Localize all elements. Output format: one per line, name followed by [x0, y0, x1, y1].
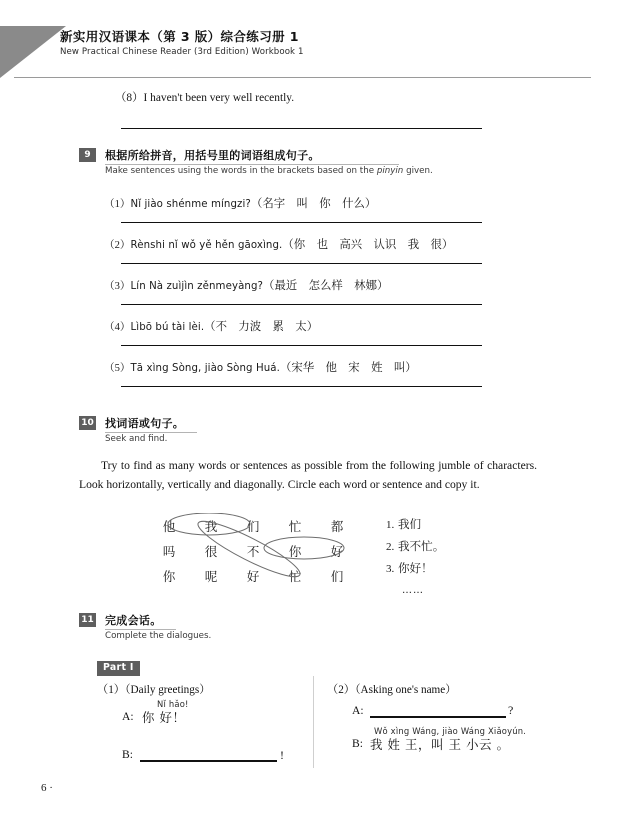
answer-text: 我们 — [397, 517, 422, 531]
grid-cell[interactable]: 不 — [246, 544, 260, 559]
part-label-badge: Part I — [97, 661, 140, 676]
dialogue-1-line-b-speaker: B: — [122, 748, 133, 761]
character-grid[interactable] — [148, 513, 363, 588]
answer-line[interactable] — [121, 222, 482, 223]
answer-line[interactable] — [121, 263, 482, 264]
exercise-11-title-underline — [105, 629, 176, 630]
exercise-10-title-chinese: 找词语或句子。 — [105, 417, 185, 430]
carryover-item — [115, 89, 294, 105]
exercise-9-title-underline — [105, 164, 399, 165]
grid-cell[interactable]: 你 — [288, 544, 302, 559]
corner-triangle-decoration — [0, 26, 66, 78]
dialogue-1-line-a-speaker: A: — [122, 710, 134, 723]
answer-line[interactable] — [121, 345, 482, 346]
item-pinyin: Tā xìng Sòng, jiào Sòng Huá. — [130, 363, 280, 374]
dialogue-2-line-b-hanzi: 我 姓 王，叫 王 小云 。 — [370, 737, 510, 752]
header-divider — [14, 77, 591, 78]
dialogue-1-title: （1）（Daily greetings） — [97, 684, 211, 696]
page-header — [0, 26, 619, 78]
grid-cell[interactable]: 们 — [330, 569, 344, 584]
item-bracket-words: （最近 怎么样 林娜） — [263, 278, 389, 292]
item-bracket-words: （不 力波 累 太） — [204, 319, 319, 333]
answer-ellipsis: …… — [402, 585, 424, 596]
exercise-10-answers — [386, 514, 444, 601]
exercise-9-item-4 — [104, 318, 318, 334]
book-title-english: New Practical Chinese Reader (3rd Edition) Workbook 1 — [60, 47, 304, 57]
grid-cell[interactable]: 忙 — [288, 519, 302, 534]
carryover-number: （8） — [115, 92, 144, 104]
answer-number: 2. — [386, 541, 395, 553]
answer-line[interactable] — [121, 304, 482, 305]
exercise-9-title-english — [105, 166, 433, 176]
answer-line[interactable] — [121, 128, 482, 129]
dialogue-1-line-a-hanzi: 你 好！ — [142, 710, 186, 725]
answer-item — [386, 536, 444, 558]
exercise-9-en-part2: given. — [403, 166, 433, 176]
item-pinyin: Lìbō bú tài lèi. — [130, 322, 205, 333]
grid-cell[interactable]: 好 — [246, 569, 260, 584]
exercise-9-item-5 — [104, 359, 417, 375]
dialogue-2-line-a-speaker: A: — [352, 704, 364, 717]
carryover-text: I haven't been very well recently. — [143, 92, 295, 104]
item-bracket-words: （你 也 高兴 认识 我 很） — [282, 237, 454, 251]
exercise-11-number: 11 — [79, 613, 96, 627]
exercise-9-item-3 — [104, 277, 388, 293]
item-bracket-words: （名字 叫 你 什么） — [250, 196, 377, 210]
answer-number: 3. — [386, 563, 395, 575]
grid-cell[interactable]: 吗 — [162, 544, 176, 559]
exercise-10-instructions — [79, 456, 537, 494]
answer-number: 1. — [386, 519, 395, 531]
item-number: （4） — [104, 322, 131, 333]
exercise-10-title-underline — [105, 432, 197, 433]
grid-cell[interactable]: 你 — [162, 569, 176, 584]
grid-cell[interactable]: 忙 — [288, 569, 302, 584]
dialogue-1-line-a-pinyin: Nǐ hǎo! — [157, 699, 189, 709]
answer-text: 我不忙。 — [397, 539, 445, 553]
dialogue-2-answer-line[interactable] — [370, 716, 506, 718]
exercise-9-number: 9 — [79, 148, 96, 162]
dialogue-1-answer-line[interactable] — [140, 760, 277, 762]
answer-text: 你好！ — [397, 561, 433, 575]
grid-cell[interactable]: 都 — [330, 519, 344, 534]
dialogue-column-divider — [313, 676, 314, 768]
item-number: （1） — [104, 199, 131, 210]
dialogue-2-end-mark: ? — [508, 703, 514, 717]
exercise-9-en-part1: Make sentences using the words in the brackets based on the — [105, 166, 377, 176]
answer-line[interactable] — [121, 386, 482, 387]
dialogue-2-title: （2）（Asking one's name） — [327, 684, 457, 696]
answer-item — [386, 558, 444, 580]
item-pinyin: Rènshi nǐ wǒ yě hěn gāoxìng. — [130, 240, 283, 251]
grid-row — [148, 513, 358, 538]
item-number: （5） — [104, 363, 131, 374]
character-grid-table — [148, 513, 358, 588]
item-number: （2） — [104, 240, 131, 251]
grid-cell[interactable]: 好 — [330, 544, 344, 559]
item-bracket-words: （宋华 他 宋 姓 叫） — [279, 360, 417, 374]
grid-cell[interactable]: 他 — [162, 519, 176, 534]
item-pinyin: Nǐ jiào shénme míngzi? — [130, 199, 251, 210]
item-pinyin: Lín Nà zuìjìn zěnmeyàng? — [130, 281, 264, 292]
answer-item — [386, 514, 444, 536]
exercise-9-item-2 — [104, 236, 453, 252]
exercise-11-title-chinese: 完成会话。 — [105, 614, 162, 627]
item-number: （3） — [104, 281, 131, 292]
instructions-text: Try to find as many words or sentences as possible from the following jumble of characters. Look horizontally, vertically and diagonally. Circle each word or sentence and copy it. — [79, 459, 537, 491]
grid-cell[interactable]: 呢 — [204, 569, 218, 584]
header-text-block — [60, 28, 304, 59]
exercise-9-en-italic: pinyin — [376, 166, 404, 176]
exercise-11-title-english: Complete the dialogues. — [105, 631, 212, 641]
exercise-9-item-1 — [104, 195, 376, 211]
book-title-chinese: 新实用汉语课本（第 3 版）综合练习册 1 — [60, 29, 299, 44]
dialogue-1-end-mark: ! — [280, 748, 284, 762]
exercise-10-number: 10 — [79, 416, 96, 430]
exercise-9-title-chinese: 根据所给拼音，用括号里的词语组成句子。 — [105, 149, 320, 162]
grid-row — [148, 563, 358, 588]
dialogue-2-line-b-speaker: B: — [352, 737, 363, 750]
dialogue-2-line-b-pinyin: Wǒ xìng Wáng, jiào Wáng Xiǎoyún. — [374, 726, 527, 736]
grid-cell[interactable]: 我 — [204, 519, 218, 534]
grid-cell[interactable]: 们 — [246, 519, 260, 534]
grid-row — [148, 538, 358, 563]
exercise-10-title-english: Seek and find. — [105, 434, 168, 444]
grid-cell[interactable]: 很 — [204, 544, 218, 559]
page-number: 6 · — [41, 782, 53, 794]
